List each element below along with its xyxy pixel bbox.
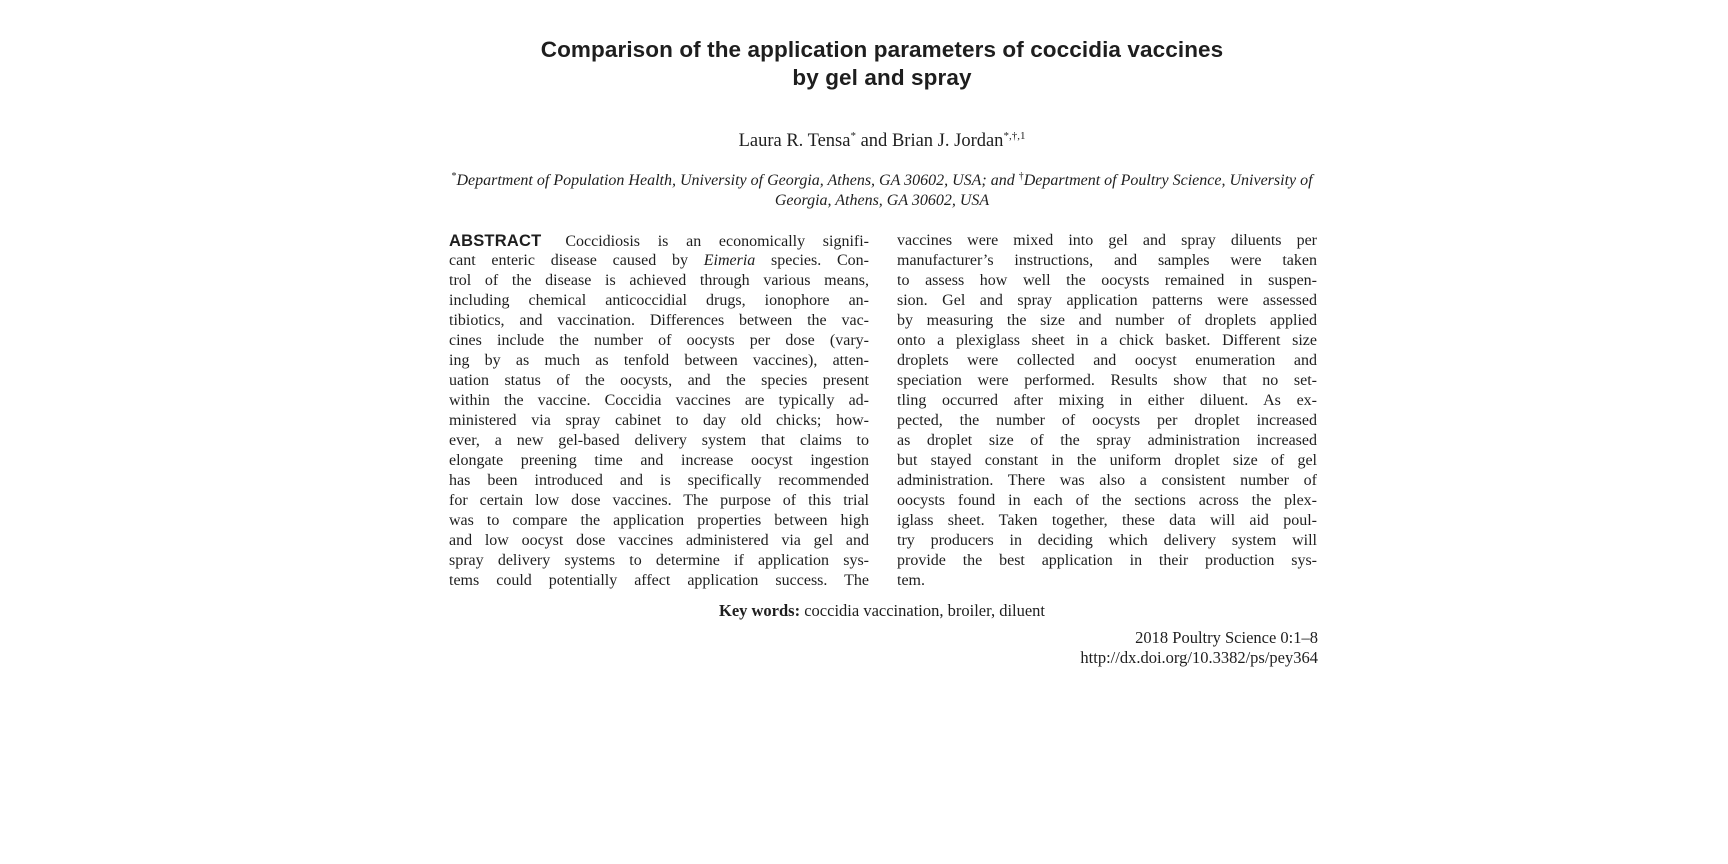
abstract-line: speciation were performed. Results show that no set-	[897, 372, 1317, 389]
abstract-line: provide the best application in their production sys-	[897, 552, 1317, 569]
abstract-line: was to compare the application properties between high	[449, 512, 869, 529]
abstract-line: including chemical anticoccidial drugs, ionophore an-	[449, 292, 869, 309]
citation	[1080, 628, 1318, 668]
abstract-line: ing by as much as tenfold between vaccines), atten-	[449, 352, 869, 369]
abstract-line: has been introduced and is specifically recommended	[449, 472, 869, 489]
abstract-line: iglass sheet. Taken together, these data will aid poul-	[897, 512, 1317, 529]
abstract-line: ABSTRACT Coccidiosis is an economically signifi-	[449, 232, 869, 250]
abstract-line: tibiotics, and vaccination. Differences between the vac-	[449, 312, 869, 329]
abstract-line: for certain low dose vaccines. The purpose of this trial	[449, 492, 869, 509]
abstract-line: administration. There was also a consistent number of	[897, 472, 1317, 489]
abstract-line: ever, a new gel-based delivery system that claims to	[449, 432, 869, 449]
author-name: Brian J. Jordan	[891, 131, 1004, 151]
affiliation-mark: *	[451, 171, 457, 182]
abstract-line: oocysts found in each of the sections across the plex-	[897, 492, 1317, 509]
abstract-line: sion. Gel and spray application patterns were assessed	[897, 292, 1317, 309]
abstract-line: and low oocyst dose vaccines administered via gel and	[449, 532, 869, 549]
abstract-line: tems could potentially affect application success. The	[449, 572, 869, 589]
affiliation-mark: †	[1018, 171, 1024, 182]
abstract-line: tling occurred after mixing in either diluent. As ex-	[897, 392, 1317, 409]
abstract-line: trol of the disease is achieved through various means,	[449, 272, 869, 289]
abstract-line: spray delivery systems to determine if application sys-	[449, 552, 869, 569]
abstract-line: cant enteric disease caused by Eimeria species. Con-	[449, 252, 870, 269]
abstract-line: try producers in deciding which delivery system will	[897, 532, 1317, 549]
author-name: Laura R. Tensa	[738, 131, 851, 151]
paper-title	[0, 36, 1728, 92]
abstract-line: within the vaccine. Coccidia vaccines are typically ad-	[449, 392, 869, 409]
affiliations	[449, 171, 1315, 211]
abstract-right-column	[897, 231, 1317, 591]
abstract-heading: ABSTRACT	[449, 232, 542, 250]
abstract-line: pected, the number of oocysts per droplet increased	[897, 412, 1317, 429]
abstract-line: uation status of the oocysts, and the species present	[449, 372, 869, 389]
abstract-line: as droplet size of the spray administration increased	[897, 432, 1317, 449]
title-line: by gel and spray	[792, 65, 972, 90]
abstract-line: by measuring the size and number of droplets applied	[897, 312, 1317, 329]
author-connector: and	[855, 131, 892, 151]
author-affiliation-mark: *,†,1	[1003, 130, 1026, 142]
title-line: Comparison of the application parameters of coccidia vaccines	[540, 37, 1224, 62]
abstract-line: droplets were collected and oocyst enumeration and	[897, 352, 1317, 369]
abstract-line: ministered via spray cabinet to day old chicks; how-	[449, 412, 869, 429]
doi-link[interactable]: http://dx.doi.org/10.3382/ps/pey364	[1080, 648, 1318, 667]
keywords-label: Key words:	[718, 601, 801, 620]
abstract-line: vaccines were mixed into gel and spray diluents per	[897, 232, 1317, 249]
journal-citation: 2018 Poultry Science 0:1–8	[1135, 628, 1318, 647]
abstract-line: to assess how well the oocysts remained in suspen-	[897, 272, 1317, 289]
author-list	[0, 129, 1728, 153]
abstract-line: elongate preening time and increase oocyst ingestion	[449, 452, 869, 469]
affiliation-text: Department of Poultry Science, University of Georgia, Athens, GA 30602, USA	[774, 172, 1313, 209]
abstract-line: onto a plexiglass sheet in a chick basket. Different size	[897, 332, 1317, 349]
keywords	[0, 601, 1728, 621]
species-name: Eimeria	[703, 252, 756, 269]
affiliation-text: Department of Population Health, University of Georgia, Athens, GA 30602, USA; and	[456, 172, 1019, 189]
abstract-line: tem.	[897, 572, 925, 589]
abstract-line: manufacturer’s instructions, and samples were taken	[897, 252, 1317, 269]
abstract-left-column	[449, 231, 869, 591]
keywords-text: coccidia vaccination, broiler, diluent	[800, 601, 1046, 620]
author-affiliation-mark: *	[850, 130, 856, 142]
abstract-line: but stayed constant in the uniform droplet size of gel	[897, 452, 1317, 469]
abstract-line: cines include the number of oocysts per dose (vary-	[449, 332, 869, 349]
